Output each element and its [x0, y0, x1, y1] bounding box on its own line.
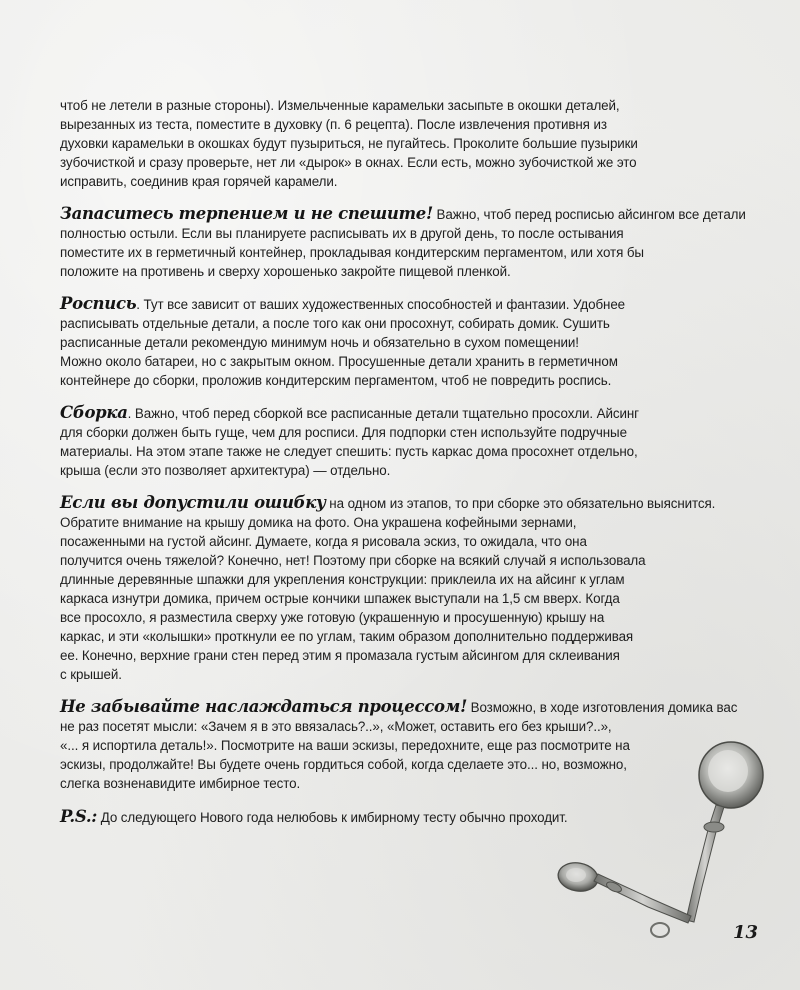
- text-line: крыша (если это позволяет архитектура) — отдельно.: [60, 463, 391, 478]
- paragraph-patience: [60, 204, 746, 281]
- text-line: вырезанных из теста, поместите в духовку (п. 6 рецепта). После извлечения противня из: [60, 117, 607, 132]
- heading-continuation: . Тут все зависит от ваших художественных способностей и фантазии. Удобнее: [136, 297, 626, 312]
- text-line: положите на противень и сверху хорошенько закройте пищевой пленкой.: [60, 264, 511, 279]
- text-line: длинные деревянные шпажки для укрепления конструкции: приклеила их на айсинг к углам: [60, 572, 625, 587]
- heading-continuation: Важно, чтоб перед росписью айсингом все детали: [432, 207, 746, 222]
- heading-continuation: на одном из этапов, то при сборке это обязательно выяснится.: [325, 496, 716, 511]
- text-line: расписанные детали рекомендую минимум ночь и обязательно в сухом помещении!: [60, 335, 579, 350]
- text-line: ее. Конечно, верхние грани стен перед этим я промазала густым айсингом для склеивания: [60, 648, 620, 663]
- text-line: [60, 403, 710, 423]
- paragraph-mistake: [60, 493, 716, 684]
- text-line: духовки карамельки в окошках будут пузыриться, не пугайтесь. Проколите большие пузырики: [60, 136, 638, 151]
- text-line: Обратите внимание на крышу домика на фото. Она украшена кофейными зернами,: [60, 515, 577, 530]
- text-line: расписывать отдельные детали, а после того как они просохнут, собирать домик. Сушить: [60, 316, 610, 331]
- text-line: Можно около батареи, но с закрытым окном. Просушенные детали хранить в герметичном: [60, 354, 618, 369]
- text-line: не раз посетят мысли: «Зачем я в это ввязалась?..», «Может, оставить его без крыши?..»,: [60, 719, 612, 734]
- heading-continuation: . Важно, чтоб перед сборкой все расписанные детали тщательно просохли. Айсинг: [127, 406, 639, 421]
- handwritten-heading: Запаситесь терпением и не спешите!: [60, 204, 433, 223]
- text-line: чтоб не летели в разные стороны). Измельченные карамельки засыпьте в окошки деталей,: [60, 98, 620, 113]
- text-line: с крышей.: [60, 667, 122, 682]
- text-line: посаженными на густой айсинг. Думаете, когда я рисовала эскиз, то ожидала, что она: [60, 534, 587, 549]
- text-line: [60, 294, 710, 314]
- paragraph-painting: [60, 294, 710, 390]
- paragraph-assembly: [60, 403, 710, 480]
- text-line: [60, 204, 746, 224]
- text-line: эскизы, продолжайте! Вы будете очень гордиться собой, когда сделаете это... но, возможно,: [60, 757, 627, 772]
- handwritten-heading: Роспись: [60, 294, 137, 313]
- text-line: каркаса изнутри домика, причем острые кончики шпажек выступали на 1,5 см вверх. Когда: [60, 591, 620, 606]
- handwritten-heading: Если вы допустили ошибку: [60, 493, 326, 512]
- heading-continuation: До следующего Нового года нелюбовь к имбирному тесту обычно проходит.: [97, 810, 568, 825]
- text-line: [60, 697, 738, 717]
- text-line: [60, 493, 716, 513]
- paragraph-caramel-windows: [60, 96, 710, 191]
- text-line: поместите их в герметичный контейнер, прокладывая кондитерским пергаментом, или хотя бы: [60, 245, 644, 260]
- text-line: получится очень тяжелой? Конечно, нет! Поэтому при сборке на всякий случай я использовала: [60, 553, 646, 568]
- text-line: материалы. На этом этапе также не следует спешить: пусть каркас дома просохнет отдельно,: [60, 444, 638, 459]
- handwritten-heading: P.S.:: [60, 807, 98, 826]
- text-line: полностью остыли. Если вы планируете расписывать их в другой день, то после остывания: [60, 226, 624, 241]
- text-line: каркас, и эти «колышки» проткнули ее по углам, таким образом дополнительно поддерживая: [60, 629, 634, 644]
- heading-continuation: Возможно, в ходе изготовления домика вас: [467, 700, 738, 715]
- text-line: «... я испортила деталь!». Посмотрите на ваши эскизы, передохните, еще раз посмотрите на: [60, 738, 630, 753]
- text-line: все просохло, я разместила сверху уже готовую (украшенную и просушенную) крышу на: [60, 610, 605, 625]
- text-line: зубочисткой и сразу проверьте, нет ли «дырок» в окнах. Если есть, можно зубочисткой же это: [60, 155, 637, 170]
- page-content: [60, 96, 746, 839]
- handwritten-heading: Сборка: [60, 403, 128, 422]
- text-line: слегка возненавидите имбирное тесто.: [60, 776, 301, 791]
- text-line: для сборки должен быть гуще, чем для росписи. Для подпорки стен используйте подручные: [60, 425, 627, 440]
- text-line: исправить, соединив края горячей карамели.: [60, 174, 338, 189]
- handwritten-heading: Не забывайте наслаждаться процессом!: [60, 697, 468, 716]
- page-number: 13: [733, 922, 759, 943]
- text-line: контейнере до сборки, проложив кондитерским пергаментом, чтоб не повредить роспись.: [60, 373, 612, 388]
